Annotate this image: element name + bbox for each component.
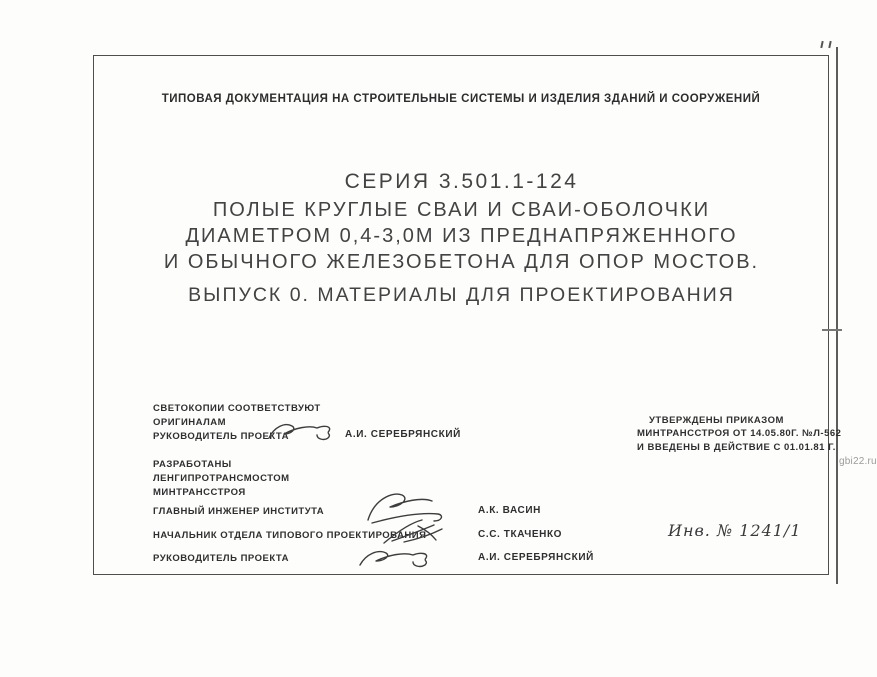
title-line-1: ПОЛЫЕ КРУГЛЫЕ СВАИ И СВАИ-ОБОЛОЧКИ — [212, 199, 711, 221]
developed-line-2: ЛЕНГИПРОТРАНСМОСТОМ — [153, 473, 290, 484]
page-edge-line — [836, 47, 838, 584]
signature-tkachenko — [374, 517, 448, 547]
title-line-3: И ОБЫЧНОГО ЖЕЛЕЗОБЕТОНА ДЛЯ ОПОР МОСТОВ. — [163, 251, 760, 273]
signature-serebryansky — [356, 545, 436, 575]
series-title: СЕРИЯ 3.501.1-124 — [344, 170, 579, 193]
signatory-name: А.И. СЕРЕБРЯНСКИЙ — [478, 552, 594, 563]
developed-line-1: РАЗРАБОТАНЫ — [153, 459, 232, 470]
fold-tick-mark — [822, 329, 842, 331]
corner-tick-mark — [828, 41, 831, 48]
project-lead-role: РУКОВОДИТЕЛЬ ПРОЕКТА — [153, 431, 289, 442]
signatory-role: ГЛАВНЫЙ ИНЖЕНЕР ИНСТИТУТА — [153, 506, 325, 517]
approval-line-1: УТВЕРЖДЕНЫ ПРИКАЗОМ — [649, 415, 784, 426]
signatory-name: С.С. ТКАЧЕНКО — [478, 529, 563, 540]
certification-line-2: ОРИГИНАЛАМ — [153, 417, 227, 428]
developed-line-3: МИНТРАНССТРОЯ — [153, 487, 246, 498]
signature-serebryansky — [266, 417, 338, 449]
approval-line-2: МИНТРАНССТРОЯ ОТ 14.05.80Г. №Л-562 — [637, 428, 842, 439]
corner-tick-mark — [820, 41, 823, 48]
document-header: ТИПОВАЯ ДОКУМЕНТАЦИЯ НА СТРОИТЕЛЬНЫЕ СИСТЕМЫ И ИЗДЕЛИЯ ЗДАНИЙ И СООРУЖЕНИЙ — [161, 93, 761, 105]
approval-line-3: И ВВЕДЕНЫ В ДЕЙСТВИЕ С 01.01.81 Г. — [637, 442, 836, 453]
inventory-number: Инв. № 1241/1 — [668, 521, 802, 540]
signatory-role: РУКОВОДИТЕЛЬ ПРОЕКТА — [153, 553, 289, 564]
project-lead-name: А.И. СЕРЕБРЯНСКИЙ — [345, 429, 461, 440]
issue-title: ВЫПУСК 0. МАТЕРИАЛЫ ДЛЯ ПРОЕКТИРОВАНИЯ — [188, 284, 735, 306]
certification-line-1: СВЕТОКОПИИ СООТВЕТСТВУЮТ — [153, 403, 321, 414]
title-line-2: ДИАМЕТРОМ 0,4-3,0М ИЗ ПРЕДНАПРЯЖЕННОГО — [185, 225, 738, 247]
watermark-text: gbi22.ru — [839, 456, 877, 467]
signatory-role: НАЧАЛЬНИК ОТДЕЛА ТИПОВОГО ПРОЕКТИРОВАНИЯ — [153, 530, 427, 541]
signatory-name: А.К. ВАСИН — [478, 505, 541, 516]
